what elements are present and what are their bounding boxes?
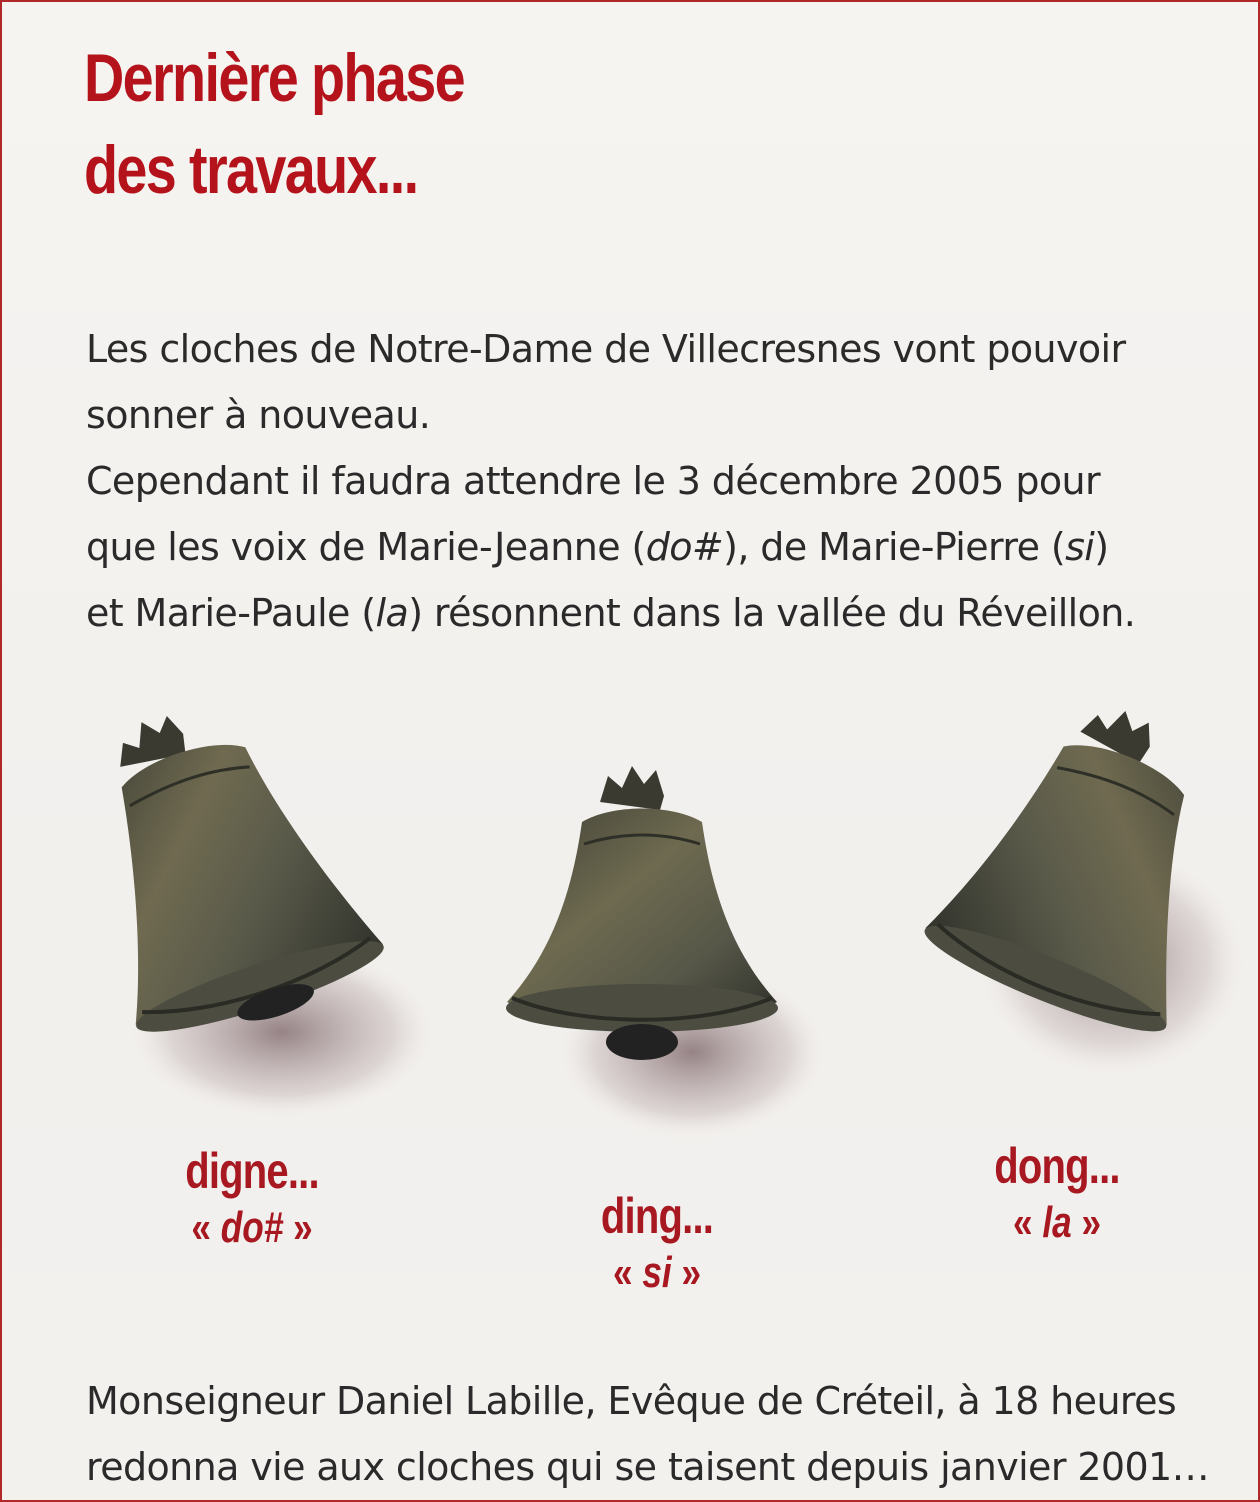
title-line-1: Dernière phase [84, 40, 464, 116]
bell-note-1-close: » [283, 1203, 313, 1252]
bell-note-3-close: » [1071, 1198, 1102, 1247]
title-line-2: des travaux... [84, 132, 418, 208]
bell-caption-3 [977, 1137, 1137, 1251]
note-la: la [375, 591, 409, 635]
bell-note-3-value: la [1042, 1198, 1072, 1247]
intro-line-2: sonner à nouveau. [86, 393, 431, 437]
note-do-sharp: do# [645, 525, 724, 569]
bell-marie-paule-image [882, 702, 1242, 1142]
bell-note-2-open: « [612, 1248, 643, 1297]
bell-note-1 [172, 1200, 332, 1256]
bell-note-3 [977, 1195, 1137, 1251]
bell-sound-1: digne... [185, 1143, 319, 1199]
intro-paragraph [86, 316, 1206, 646]
intro-line-5 [86, 580, 1206, 646]
intro-line-1: Les cloches de Notre-Dame de Villecresnes vont pouvoir [86, 327, 1126, 371]
bell-marie-pierre-image [482, 752, 802, 1152]
bell-note-2-value: si [642, 1248, 672, 1297]
intro-line-4-a: que les voix de Marie-Jeanne ( [86, 525, 646, 569]
bell-note-1-open: « [191, 1203, 221, 1252]
intro-line-4-c: ), de Marie-Pierre ( [723, 525, 1066, 569]
bell-sound-3: dong... [994, 1138, 1120, 1194]
closing-line-1: Monseigneur Daniel Labille, Evêque de Créteil, à 18 heures [86, 1379, 1177, 1423]
bell-caption-1 [172, 1142, 332, 1256]
bell-caption-2 [577, 1187, 737, 1301]
closing-line-2: redonna vie aux cloches qui se taisent depuis janvier 2001… [86, 1445, 1210, 1489]
bell-marie-jeanne-image [72, 702, 432, 1142]
note-si: si [1065, 525, 1095, 569]
bell-note-3-open: « [1012, 1198, 1043, 1247]
bell-sound-2: ding... [600, 1188, 714, 1244]
bell-note-1-value: do# [220, 1203, 284, 1252]
intro-line-5-c: ) résonnent dans la vallée du Réveillon. [408, 591, 1136, 635]
page-title [84, 32, 464, 216]
intro-line-3: Cependant il faudra attendre le 3 décembre 2005 pour [86, 459, 1101, 503]
bell-note-2-close: » [671, 1248, 702, 1297]
bell-note-2 [577, 1245, 737, 1301]
intro-line-5-a: et Marie-Paule ( [86, 591, 376, 635]
intro-line-4 [86, 514, 1206, 580]
closing-paragraph [86, 1368, 1210, 1500]
intro-line-4-e: ) [1094, 525, 1109, 569]
